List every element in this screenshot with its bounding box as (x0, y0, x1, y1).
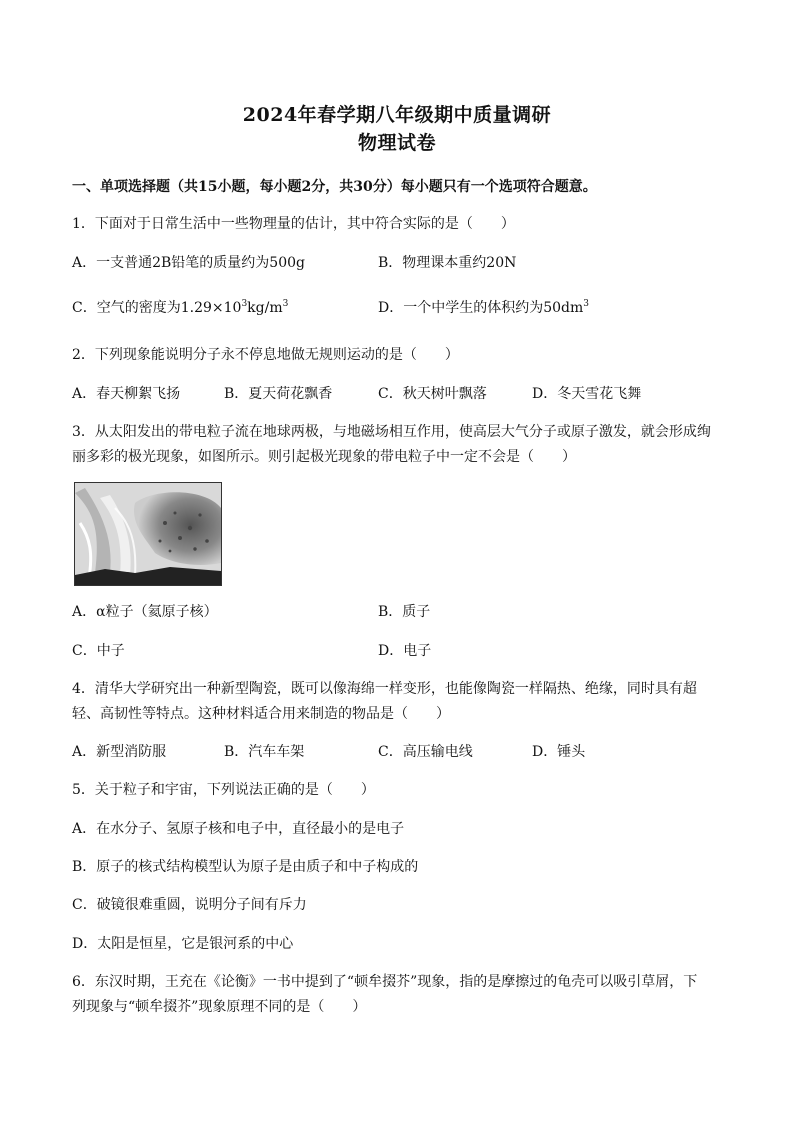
question-3-option-c: C．中子 (72, 643, 125, 659)
question-1-stem: 1．下面对于日常生活中一些物理量的估计，其中符合实际的是（ ） (72, 216, 515, 232)
aurora-photo (74, 482, 222, 586)
question-4-option-b: B．汽车车架 (224, 744, 305, 760)
question-6-stem-line-1: 6．东汉时期，王充在《论衡》一书中提到了“顿牟掇芥”现象，指的是摩擦过的龟壳可以吸引草屑，下 (72, 974, 698, 990)
exam-subtitle: 物理试卷 (357, 132, 436, 154)
question-6-stem-line-2: 列现象与“顿牟掇芥”现象原理不同的是（ ） (72, 999, 367, 1015)
question-3-stem-line-2: 丽多彩的极光现象，如图所示。则引起极光现象的带电粒子中一定不会是（ ） (72, 449, 576, 465)
question-4-option-a: A．新型消防服 (72, 744, 167, 760)
question-5-option-d: D．太阳是恒星，它是银河系的中心 (72, 936, 294, 952)
question-1-option-d: D．一个中学生的体积约为$50dm^3$ (378, 299, 590, 316)
question-5-option-c: C．破镜很难重圆，说明分子间有斥力 (72, 897, 307, 913)
question-5-stem: 5．关于粒子和宇宙，下列说法正确的是（ ） (72, 782, 375, 798)
question-4-stem-line-2: 轻、高韧性等特点。这种材料适合用来制造的物品是（ ） (72, 706, 450, 722)
question-3-option-d: D．电子 (378, 643, 432, 659)
question-4-stem-line-1: 4．清华大学研究出一种新型陶瓷，既可以像海绵一样变形，也能像陶瓷一样隔热、绝缘，同时具有超 (72, 681, 697, 697)
question-1-option-c: C．空气的密度为$1.29\times 10^3kg/m^3$ (72, 299, 289, 316)
question-1-option-a: A．一支普通2B铅笔的质量约为500g (72, 255, 305, 271)
question-4-option-d: D．锤头 (532, 744, 586, 760)
question-4-option-c: C．高压输电线 (378, 744, 473, 760)
question-5-option-a: A．在水分子、氢原子核和电子中，直径最小的是电子 (72, 821, 405, 837)
question-2-option-a: A．春天柳絮飞扬 (72, 386, 181, 402)
question-2-stem: 2．下列现象能说明分子永不停息地做无规则运动的是（ ） (72, 347, 459, 363)
section-heading: 一、单项选择题（共15小题，每小题2分，共30分）每小题只有一个选项符合题意。 (72, 179, 597, 195)
question-2-option-b: B．夏天荷花飘香 (224, 386, 333, 402)
question-2-option-d: D．冬天雪花飞舞 (532, 386, 642, 402)
question-5-option-b: B．原子的核式结构模型认为原子是由质子和中子构成的 (72, 859, 419, 875)
question-3-stem-line-1: 3．从太阳发出的带电粒子流在地球两极，与地磁场相互作用，使高层大气分子或原子激发，就会形成绚 (72, 424, 711, 440)
question-3-option-a: A．α粒子（氦原子核） (72, 604, 218, 620)
question-3-option-b: B．质子 (378, 604, 431, 620)
exam-title: 2024年春学期八年级期中质量调研 (242, 104, 552, 126)
question-1-option-b: B．物理课本重约20N (378, 255, 517, 271)
question-2-option-c: C．秋天树叶飘落 (378, 386, 487, 402)
